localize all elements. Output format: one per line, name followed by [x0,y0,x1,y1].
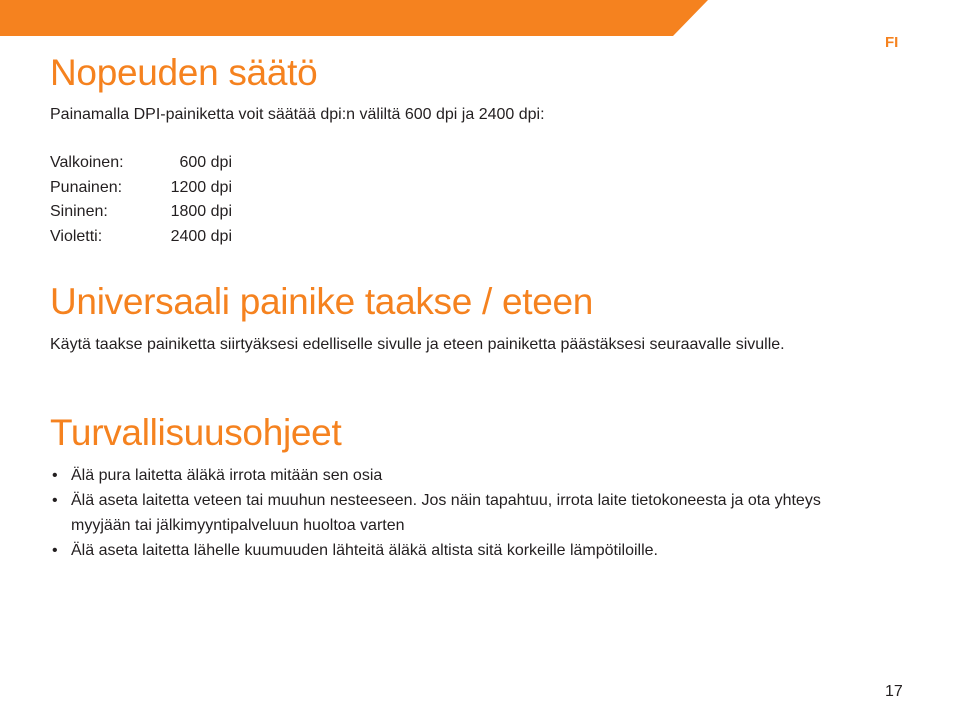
section-title-speed-adjustment: Nopeuden säätö [50,52,318,93]
safety-item-text: Älä aseta laitetta veteen tai muuhun nesteeseen. Jos näin tapahtuu, irrota laite tietokoneesta ja ota yhteys myyjään tai jälkimyyntipalveluun huoltoa varten [71,492,821,534]
safety-item-text: Älä pura laitetta äläkä irrota mitään sen osia [71,467,383,484]
bullet-icon: • [52,542,58,559]
dpi-row [50,176,232,201]
bullet-icon: • [52,492,58,509]
dpi-row [50,151,232,176]
dpi-row [50,225,232,250]
language-code: FI [885,34,899,51]
list-item [50,538,880,563]
list-item [50,463,880,488]
dpi-color-label: Sininen: [50,203,108,220]
dpi-value: 600 dpi [179,154,232,171]
dpi-row [50,200,232,225]
dpi-color-label: Valkoinen: [50,154,124,171]
dpi-color-label: Punainen: [50,178,123,196]
dpi-color-table [50,151,232,249]
section-title-universal-button: Universaali painike taakse / eteen [50,281,594,322]
dpi-value: 1200 dpi [170,178,232,196]
list-item [50,488,880,538]
safety-list [50,463,880,563]
orange-header-banner [0,0,954,36]
safety-item-text: Älä aseta laitetta lähelle kuumuuden lähteitä äläkä altista sitä korkeille lämpötiloille. [71,542,658,559]
page-number: 17 [885,683,903,700]
dpi-value: 1800 dpi [170,203,232,220]
section-title-safety: Turvallisuusohjeet [50,412,342,453]
orange-banner-shape [0,0,708,36]
dpi-value: 2400 dpi [170,227,232,245]
universal-button-text: Käytä taakse painiketta siirtyäksesi edelliselle sivulle ja eteen painiketta päästäksesi seuraavalle sivulle. [50,336,785,353]
bullet-icon: • [52,467,58,484]
dpi-color-label: Violetti: [50,227,103,245]
dpi-intro-text: Painamalla DPI-painiketta voit säätää dpi:n väliltä 600 dpi ja 2400 dpi: [50,106,545,123]
